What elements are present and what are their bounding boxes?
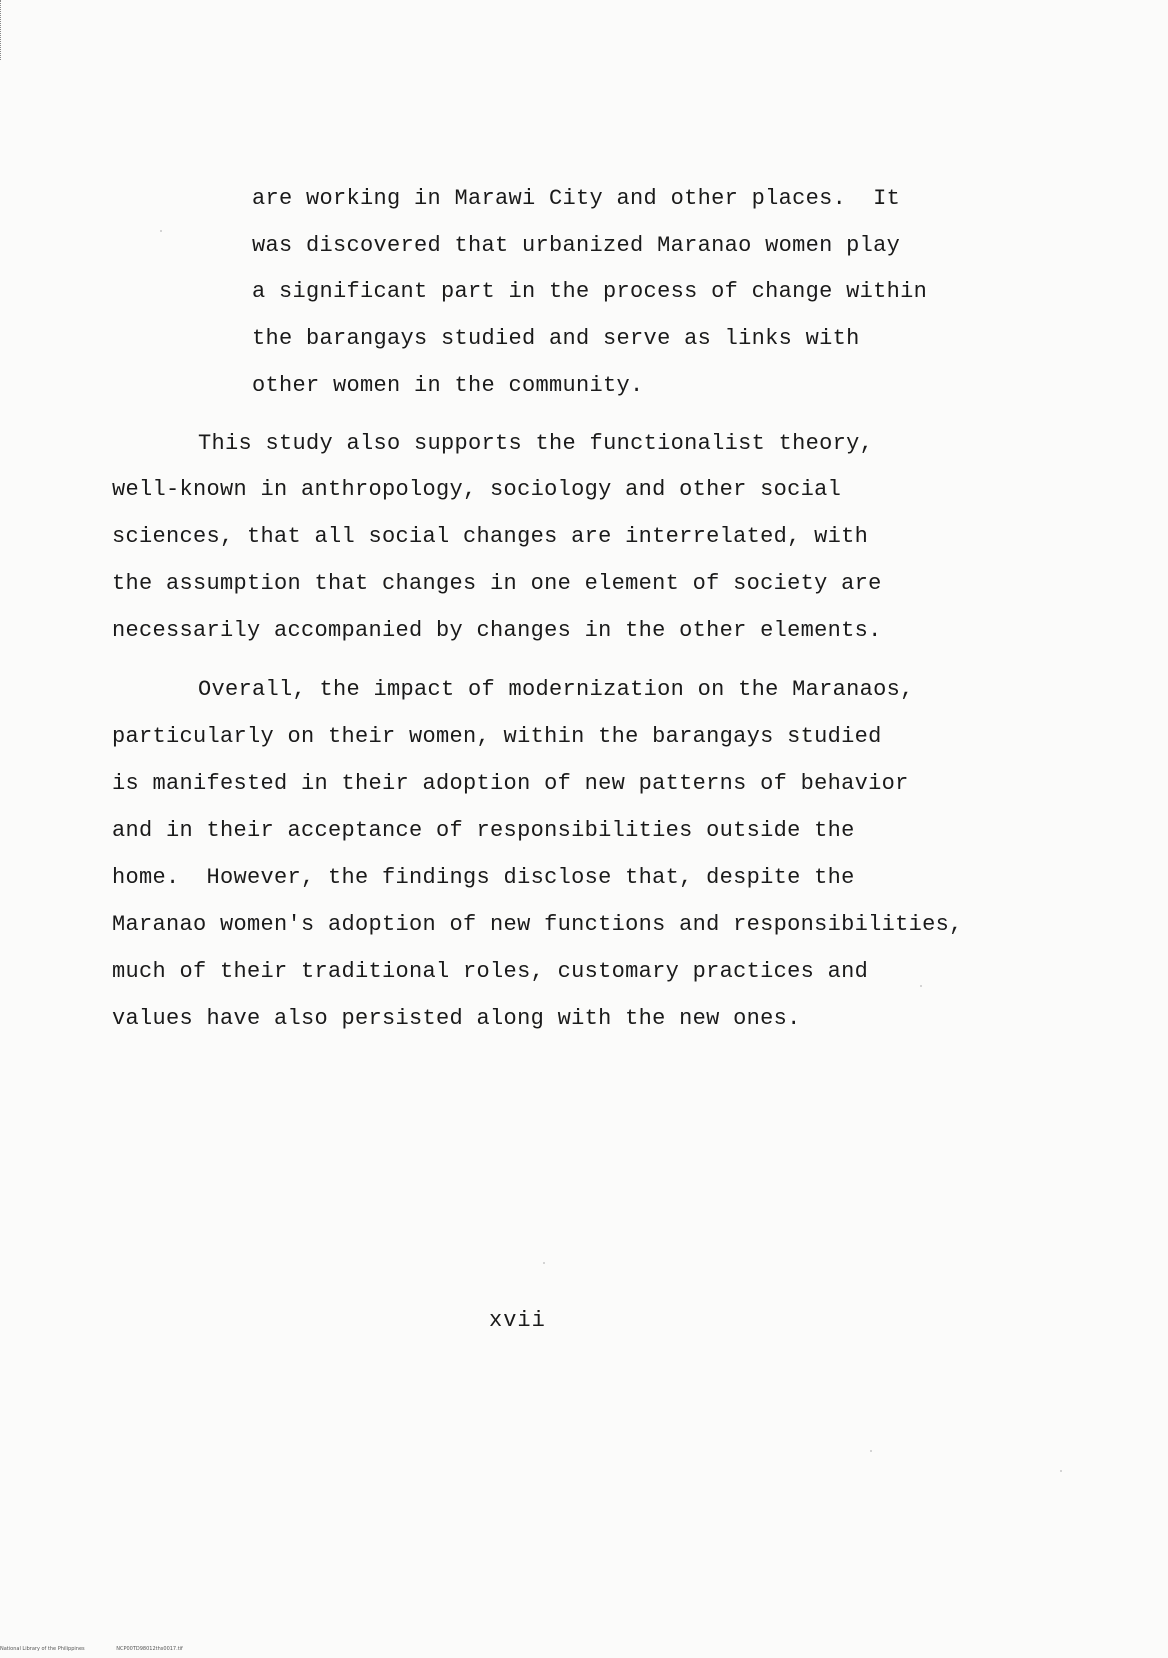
scan-speck — [870, 1450, 872, 1452]
paragraph-line: well-known in anthropology, sociology and other social — [112, 477, 842, 502]
scan-edge-mark — [0, 0, 3, 60]
paragraph-line: and in their acceptance of responsibilities outside the — [112, 818, 855, 843]
indented-paragraph-line: was discovered that urbanized Maranao women play — [252, 233, 901, 258]
paragraph-line: Maranao women's adoption of new functions and responsibilities, — [112, 912, 963, 937]
indented-paragraph-line: the barangays studied and serve as links with — [252, 326, 860, 351]
paragraph-line: home. However, the findings disclose that, despite the — [112, 865, 855, 890]
paragraph-line: sciences, that all social changes are interrelated, with — [112, 524, 869, 549]
indented-paragraph-line: other women in the community. — [252, 373, 644, 398]
paragraph-line: Overall, the impact of modernization on the Maranaos, — [198, 677, 914, 702]
paragraph-line: particularly on their women, within the barangays studied — [112, 724, 882, 749]
paragraph-line: values have also persisted along with the new ones. — [112, 1006, 801, 1031]
indented-paragraph-line: are working in Marawi City and other places. It — [252, 186, 901, 211]
scan-footer — [0, 1646, 213, 1652]
paragraph-line: the assumption that changes in one element of society are — [112, 571, 882, 596]
paragraph-line: much of their traditional roles, customary practices and — [112, 959, 869, 984]
page-number: xvii — [489, 1308, 546, 1333]
paragraph-line: necessarily accompanied by changes in the other elements. — [112, 618, 882, 643]
scan-speck — [543, 1262, 545, 1264]
indented-paragraph-line: a significant part in the process of change within — [252, 279, 928, 304]
scan-speck — [160, 230, 162, 232]
scan-speck — [1060, 1470, 1062, 1472]
footer-file-id: NCP00TD98012ths0017.tif — [116, 1646, 183, 1652]
scan-speck — [920, 985, 922, 987]
paragraph-line: is manifested in their adoption of new patterns of behavior — [112, 771, 909, 796]
footer-library: National Library of the Philippines — [0, 1646, 85, 1652]
paragraph-line: This study also supports the functionalist theory, — [198, 431, 874, 456]
